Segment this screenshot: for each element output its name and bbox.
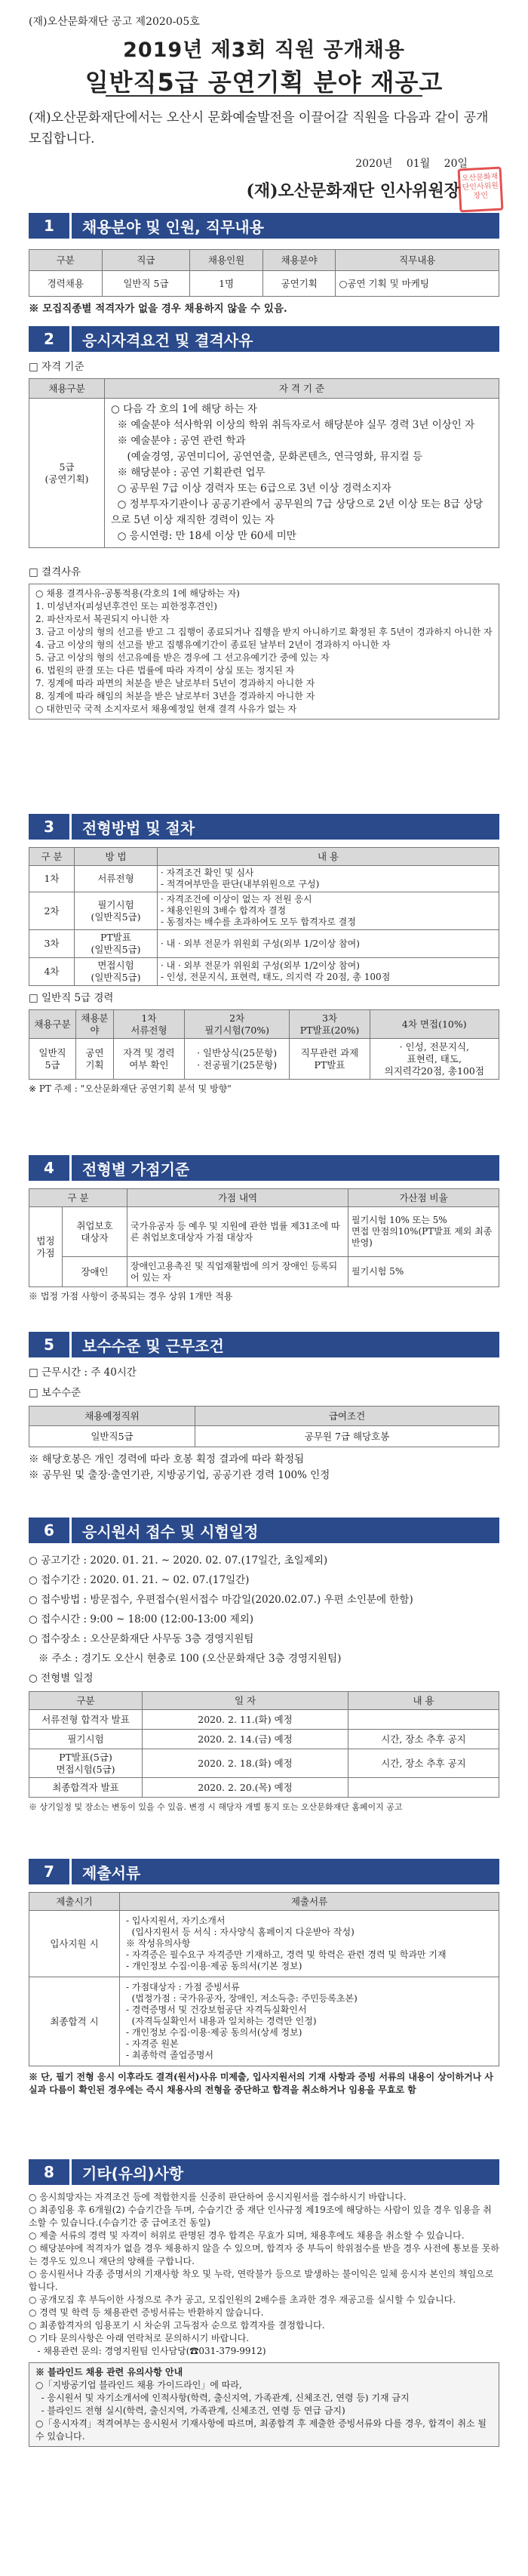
notice-item: - 채용관련 문의: 경영지원팀 인사담당(☎031-379-9912)	[29, 2346, 266, 2356]
criteria-cell	[105, 399, 499, 548]
table-cell: 취업보호 대상자	[63, 1207, 127, 1257]
process-line: - 동점자는 배수를 초과하여도 모두 합격자로 결정	[161, 917, 356, 927]
section-7-body	[29, 1892, 499, 2097]
doc-line: - 경력증명서 및 건강보험공단 자격득실확인서	[126, 2004, 307, 2015]
section-note: ※ 법정 가점 사항이 중복되는 경우 상위 1개만 적용	[29, 1291, 233, 1302]
table-header: 4차 면접(10%)	[370, 1010, 499, 1039]
table-header: 구분	[29, 1692, 143, 1710]
table-header: 2차 필기시험(70%)	[184, 1010, 290, 1039]
doc-line: - 최종학력 졸업증명서	[126, 2050, 214, 2060]
documents-table	[29, 1892, 499, 2066]
schedule-line: ○ 전형별 일정	[29, 1672, 94, 1684]
blind-title: ※ 블라인드 채용 관련 유의사항 안내	[35, 2367, 183, 2377]
disq-line: 2. 파산자로서 복권되지 아니한 자	[35, 614, 170, 624]
table-cell: 2020. 2. 14.(금) 예정	[143, 1730, 348, 1749]
table-cell: 2020. 2. 18.(화) 예정	[143, 1749, 348, 1778]
table-header: 1차 서류전형	[114, 1010, 185, 1039]
notice-item: ○ 최종합격자의 임용포기 시 차순위 고득점자 순으로 합격자를 결정합니다.	[29, 2320, 325, 2331]
schedule-line: ○ 공고기간 : 2020. 01. 21. ~ 2020. 02. 07.(17일간, 초일제외)	[29, 1555, 328, 1567]
table-cell: 2차	[29, 892, 75, 930]
section-title: 보수수준 및 근무조건	[72, 1332, 499, 1357]
table-cell: 2020. 2. 11.(화) 예정	[143, 1710, 348, 1730]
table-cell: 3차	[29, 930, 75, 958]
blind-line: ○「응시자격」적격여부는 응시원서 기재사항에 따르며, 최종합격 후 제출한 증빙서류와 다를 경우, 합격이 취소 될 수 있습니다.	[35, 2418, 490, 2442]
table-cell: 입사지원 시	[29, 1911, 120, 1977]
table-cell: 일반직 5급	[102, 271, 190, 297]
criteria-line: ○ 응시연령: 만 18세 이상 만 60세 미만	[111, 530, 296, 542]
section-2-body	[29, 359, 499, 719]
doc-line: (법정가점 : 국가유공자, 장애인, 저소득층: 주민등록초본)	[126, 1993, 358, 2004]
sub-heading: □ 결격사유	[29, 566, 81, 578]
criteria-line: ※ 예술분야 : 공연 관련 학과	[111, 435, 246, 447]
bonus-table	[29, 1188, 499, 1287]
notice-item: ○ 해당분야에 적격자가 없을 경우 채용하지 않을 수 있으며, 합격자 중 부득이 학위점수를 받을 경우 사전에 통보를 못하는 경우도 있으니 재단의 양해를 구합니다.	[29, 2243, 499, 2266]
section-note: ※ 해당호봉은 개인 경력에 따라 호봉 획정 결과에 따라 확정됨	[29, 1453, 305, 1465]
schedule-table	[29, 1691, 499, 1798]
table-header: 직급	[102, 250, 190, 271]
doc-line: ※ 작성유의사항	[126, 1938, 191, 1949]
table-cell: 4차	[29, 958, 75, 986]
table-header: 내 용	[348, 1692, 499, 1710]
doc-line: (자격득실확인서 내용과 일치하는 경력만 인정)	[126, 2016, 317, 2026]
process-line: · 내 · 외부 전문가 위원회 구성(외부 1/2이상 참여)	[161, 938, 360, 949]
process-line: - 인성, 전문지식, 표현력, 태도, 의지력 각 20점, 총 100점	[161, 972, 391, 982]
section-2-header	[29, 326, 499, 352]
section-title: 응시자격요건 및 결격사유	[72, 326, 499, 352]
doc-line: (입사지원서 등 서식 : 자사양식 홈페이지 다운받아 작성)	[126, 1927, 355, 1937]
work-hours: □ 근무시간 : 주 40시간	[29, 1367, 137, 1379]
doc-line: - 개인정보 수집·이용·제공 동의서(기본 정보)	[126, 1961, 302, 1971]
blind-line: - 블라인드 전형 실시(학력, 출신지역, 가족관계, 신체조건, 연령 등 연급 금지)	[35, 2405, 345, 2416]
job-table	[29, 249, 499, 297]
schedule-line: ○ 접수장소 : 오산문화재단 사무동 3층 경영지원팀	[29, 1633, 254, 1645]
section-number: 6	[29, 1518, 69, 1543]
table-cell: 필기시험	[29, 1730, 143, 1749]
notice-number: (재)오산문화재단 공고 제2020-05호	[29, 16, 200, 28]
table-cell: 서류전형 합격자 발표	[29, 1710, 143, 1730]
criteria-line: ※ 해당분야 : 공연 기획관련 업무	[111, 467, 266, 479]
table-header: 채용분야	[262, 250, 336, 271]
table-cell: 장애인고용촉진 및 직업재활법에 의거 장애인 등록되어 있는 자	[127, 1257, 348, 1287]
section-1-header	[29, 213, 499, 239]
section-title: 전형별 가점기준	[72, 1155, 499, 1181]
table-cell: 필기시험 5%	[348, 1257, 499, 1287]
section-6-body	[29, 1551, 499, 1813]
criteria-line: ○ 공무원 7급 이상 경력자 또는 6급으로 3년 이상 경력소지자	[111, 482, 391, 495]
section-7-header	[29, 1859, 499, 1884]
section-note: ※ 상기일정 및 장소는 변동이 있을 수 있음. 변경 시 해당자 개별 통지 또는 오산문화재단 홈페이지 공고	[29, 1802, 403, 1812]
table-header: 자 격 기 준	[105, 379, 499, 399]
process-table	[29, 847, 499, 986]
table-cell: PT발표 (일반직5급)	[75, 930, 158, 958]
table-cell: 경력채용	[29, 271, 103, 297]
section-title: 응시원서 접수 및 시험일정	[72, 1518, 499, 1543]
sub-heading: □ 일반직 5급 경력	[29, 992, 114, 1004]
table-header: 가산점 비율	[348, 1189, 499, 1207]
grade5-table	[29, 1009, 499, 1080]
sub-heading: □ 자격 기준	[29, 361, 84, 373]
table-cell: 1명	[190, 271, 263, 297]
official-seal: 오산문화재단인사위원장인	[458, 167, 504, 213]
section-number: 8	[29, 2159, 69, 2185]
table-cell: 5급 (공연기획)	[29, 399, 105, 548]
table-cell: 자격 및 경력 여부 확인	[114, 1039, 185, 1080]
section-6-header	[29, 1518, 499, 1543]
blind-line: - 응시원서 및 자기소개서에 인적사항(학력, 출신지역, 가족관계, 신체조건, 연령 등) 기재 금지	[35, 2393, 410, 2403]
table-cell: 공무원 7급 해당호봉	[195, 1426, 499, 1447]
table-header: 일 자	[143, 1692, 348, 1710]
table-header: 채용인원	[190, 250, 263, 271]
process-line: · 내 · 외부 전문가 위원회 구성(외부 1/2이상 참여)	[161, 960, 360, 971]
title-divider	[106, 95, 422, 97]
notice-item: ○ 공개모집 후 부득이한 사정으로 추가 공고, 모집인원의 2배수를 초과한 경우 재공고를 실시할 수 있습니다.	[29, 2294, 456, 2305]
table-header: 구분	[29, 250, 103, 271]
table-cell: 일반직 5급	[29, 1039, 76, 1080]
table-cell: 공연 기획	[76, 1039, 114, 1080]
schedule-line: ○ 접수시간 : 9:00 ~ 18:00 (12:00-13:00 제외)	[29, 1613, 254, 1625]
table-cell: 필기시험 10% 또는 5% 면접 만점의10%(PT발표 제외 최종 반영)	[348, 1207, 499, 1257]
table-header: 급여조건	[195, 1407, 499, 1426]
table-cell: 면접시험 (일반직5급)	[75, 958, 158, 986]
section-3-body	[29, 847, 499, 1095]
table-header: 직무내용	[336, 250, 499, 271]
notice-item: ○ 응시원서나 각종 증명서의 기재사항 착오 및 누락, 연락불가 등으로 발생하는 불이익은 일체 응시자 본인의 책임으로 합니다.	[29, 2269, 497, 2292]
table-cell: 법정 가점	[29, 1207, 63, 1287]
table-cell: ○공연 기획 및 마케팅	[336, 271, 499, 297]
section-title: 제출서류	[72, 1859, 499, 1884]
section-4-header	[29, 1155, 499, 1181]
section-8-body	[29, 2191, 499, 2447]
table-cell: 2020. 2. 20.(목) 예정	[143, 1778, 348, 1798]
disq-line: 6. 법원의 판결 또는 다른 법률에 따라 자격이 상실 또는 정지된 자	[35, 665, 295, 676]
table-header: 채용구분	[29, 1010, 76, 1039]
section-number: 2	[29, 326, 69, 352]
disq-line: 3. 금고 이상의 형의 선고를 받고 그 집행이 종료되거나 집행을 받지 아니하기로 확정된 후 5년이 경과하지 아니한 자	[35, 627, 493, 637]
table-cell: 국가유공자 등 예우 및 지원에 관한 법률 제31조에 따른 취업보호대상자 가점 대상자	[127, 1207, 348, 1257]
notice-item: ○ 경력 및 학력 등 채용관련 증빙서류는 반환하지 않습니다.	[29, 2307, 264, 2318]
disq-line: 7. 징계에 따라 파면의 처분을 받은 날로부터 5년이 경과하지 아니한 자	[35, 678, 315, 689]
table-cell: 시간, 장소 추후 공지	[348, 1730, 499, 1749]
table-cell: 최종합격자 발표	[29, 1778, 143, 1798]
disq-line: 5. 금고 이상의 형의 선고유예를 받은 경우에 그 선고유예기간 중에 있는 자	[35, 652, 330, 663]
section-5-body	[29, 1365, 499, 1484]
notice-item: ○ 제출 서류의 경력 및 자격이 허위로 판명된 경우 합격은 무효가 되며, 채용후에도 채용을 취소할 수 있습니다.	[29, 2230, 465, 2241]
title-line-2: 일반직5급 공연기획 분야 재공고	[84, 68, 444, 97]
table-cell: 장애인	[63, 1257, 127, 1287]
notice-date: 2020년 01월 20일	[355, 158, 468, 170]
table-header: 3차 PT발표(20%)	[290, 1010, 370, 1039]
table-header: 내 용	[158, 848, 499, 866]
organization-name: (재)오산문화재단 인사위원장	[246, 181, 460, 201]
table-cell: · 일반상식(25문항) · 전공필기(25문항)	[184, 1039, 290, 1080]
schedule-line: ○ 접수방법 : 방문접수, 우편접수(원서접수 마감일(2020.02.07.) 우편 소인분에 한함)	[29, 1594, 413, 1606]
section-number: 3	[29, 814, 69, 840]
section-note: ※ PT 주제 : "오산문화재단 공연기획 분석 및 방향"	[29, 1083, 232, 1094]
section-note: ※ 공무원 및 출장·출연기관, 지방공기업, 공공기관 경력 100% 인정	[29, 1469, 330, 1481]
table-header: 채용예정직위	[29, 1407, 195, 1426]
section-1-body	[29, 249, 499, 317]
table-header: 구 분	[29, 848, 75, 866]
disq-line: 4. 금고 이상의 형의 선고를 받고 집행유예기간이 종료된 날부터 2년이 경과하지 아니한 자	[35, 639, 391, 650]
section-number: 1	[29, 213, 69, 239]
section-number: 5	[29, 1332, 69, 1357]
notice-item: ○ 응시희망자는 자격조건 등에 적합한지를 신중히 판단하여 응시지원서를 접수하시기 바랍니다.	[29, 2192, 407, 2202]
criteria-line: ※ 예술분야 석사학위 이상의 학위 취득자로서 해당분야 실무 경력 3년 이상인 자	[111, 419, 475, 431]
intro-text: (재)오산문화재단에서는 오산시 문화예술발전을 이끌어갈 직원을 다음과 같이 공개모집합니다.	[29, 110, 489, 146]
title-line-1: 2019년 제3회 직원 공개채용	[123, 39, 405, 62]
section-8-header	[29, 2159, 499, 2185]
table-cell	[348, 1778, 499, 1798]
process-line: · 자격조건에 이상이 없는 자 전원 응시	[161, 894, 312, 904]
notice-item: ○ 기타 문의사항은 아래 연락처로 문의하시기 바랍니다.	[29, 2333, 250, 2343]
disq-line: ○ 대한민국 국적 소지자로서 채용예정일 현재 결격 사유가 없는 자	[35, 704, 297, 714]
table-cell: 1차	[29, 866, 75, 892]
schedule-line: ※ 주소 : 경기도 오산시 현충로 100 (오산문화재단 3층 경영지원팀)	[29, 1653, 342, 1665]
section-3-header	[29, 814, 499, 840]
table-cell: 공연기획	[262, 271, 336, 297]
table-cell: 시간, 장소 추후 공지	[348, 1749, 499, 1778]
process-line: · 자격조건 확인 및 심사	[161, 867, 254, 878]
table-cell	[348, 1710, 499, 1730]
blind-line: ○「지방공기업 블라인드 채용 가이드라인」에 따라,	[35, 2380, 242, 2390]
doc-line: - 자격증 원본	[126, 2038, 179, 2049]
doc-line: - 자격증은 필수요구 자격증만 기재하고, 경력 및 학력은 관련 경력 및 학과만 기재	[126, 1949, 447, 1960]
disq-line: 8. 징계에 따라 해임의 처분을 받은 날로부터 3년을 경과하지 아니한 자	[35, 691, 315, 701]
doc-line: - 입사지원서, 자기소개서	[126, 1915, 226, 1926]
section-4-body	[29, 1188, 499, 1303]
doc-line: - 가점대상자 : 가점 증빙서류	[126, 1982, 240, 1992]
table-cell: 서류전형	[75, 866, 158, 892]
table-header: 채용분야	[76, 1010, 114, 1039]
table-cell: 직무관련 과제 PT발표	[290, 1039, 370, 1080]
table-header: 제출시기	[29, 1893, 120, 1911]
disq-line: 1. 미성년자(피성년후견인 또는 피한정후견인)	[35, 601, 217, 612]
table-header: 방 법	[75, 848, 158, 866]
section-5-header	[29, 1332, 499, 1357]
section-note: ※ 단, 필기 전형 응시 이후라도 결격(원서)사유 미제출, 입사지원서의 기재 사항과 증빙 서류의 내용이 상이하거나 사실과 다름이 확인된 경우에는 즉시 채용사의 전형을 중단하고 합격을 취소하거나 임용을 무효로 함	[29, 2072, 494, 2095]
section-title: 채용분야 및 인원, 직무내용	[72, 213, 499, 239]
table-header: 채용구분	[29, 379, 105, 399]
process-line: - 채용인원의 3배수 합격자 결정	[161, 905, 287, 916]
table-header: 가점 내역	[127, 1189, 348, 1207]
criteria-line: (예술경영, 공연미디어, 공연연출, 문화콘텐츠, 연극영화, 뮤지컬 등	[111, 451, 423, 463]
table-header: 제출서류	[120, 1893, 499, 1911]
salary-table	[29, 1406, 499, 1447]
section-note: ※ 모집직종별 적격자가 없을 경우 채용하지 않을 수 있음.	[29, 303, 287, 315]
notice-item: ○ 최종임용 후 6개월(2) 수습기간을 두며, 수습기간 중 재단 인사규정 제19조에 해당하는 사람이 있을 경우 임용을 취소할 수 있습니다.(수습기간 중 급여조건 동일)	[29, 2205, 492, 2228]
table-cell: PT발표(5급) 면접시험(5급)	[29, 1749, 143, 1778]
table-cell: 필기시험 (일반직5급)	[75, 892, 158, 930]
doc-line: - 개인정보 수집·이용·제공 동의서(상세 정보)	[126, 2027, 302, 2038]
table-cell: 일반직5급	[29, 1426, 195, 1447]
disqualification-box	[29, 584, 499, 719]
disq-line: ○ 채용 결격사유-공통적용(각호의 1에 해당하는 자)	[35, 588, 240, 599]
schedule-line: ○ 접수기간 : 2020. 01. 21. ~ 02. 07.(17일간)	[29, 1574, 250, 1586]
table-cell: 최종합격 시	[29, 1977, 120, 2066]
sub-heading: □ 보수수준	[29, 1387, 81, 1399]
qualification-table	[29, 378, 499, 548]
blind-hiring-box	[29, 2362, 499, 2447]
section-number: 4	[29, 1155, 69, 1181]
section-title: 기타(유의)사항	[72, 2159, 499, 2185]
criteria-line: ○ 정부투자기관이나 공공기관에서 공무원의 7급 상당으로 2년 이상 또는 8급 상당으로 5년 이상 재직한 경력이 있는 자	[111, 498, 483, 526]
criteria-line: ○ 다음 각 호의 1에 해당 하는 자	[111, 403, 257, 415]
table-header: 구 분	[29, 1189, 127, 1207]
section-number: 7	[29, 1859, 69, 1884]
section-title: 전형방법 및 절차	[72, 814, 499, 840]
table-cell: · 인성, 전문지식, 표현력, 태도, 의지력각20점, 총100점	[370, 1039, 499, 1080]
process-line: - 적격여부만을 판단(내부위원으로 구성)	[161, 879, 320, 889]
